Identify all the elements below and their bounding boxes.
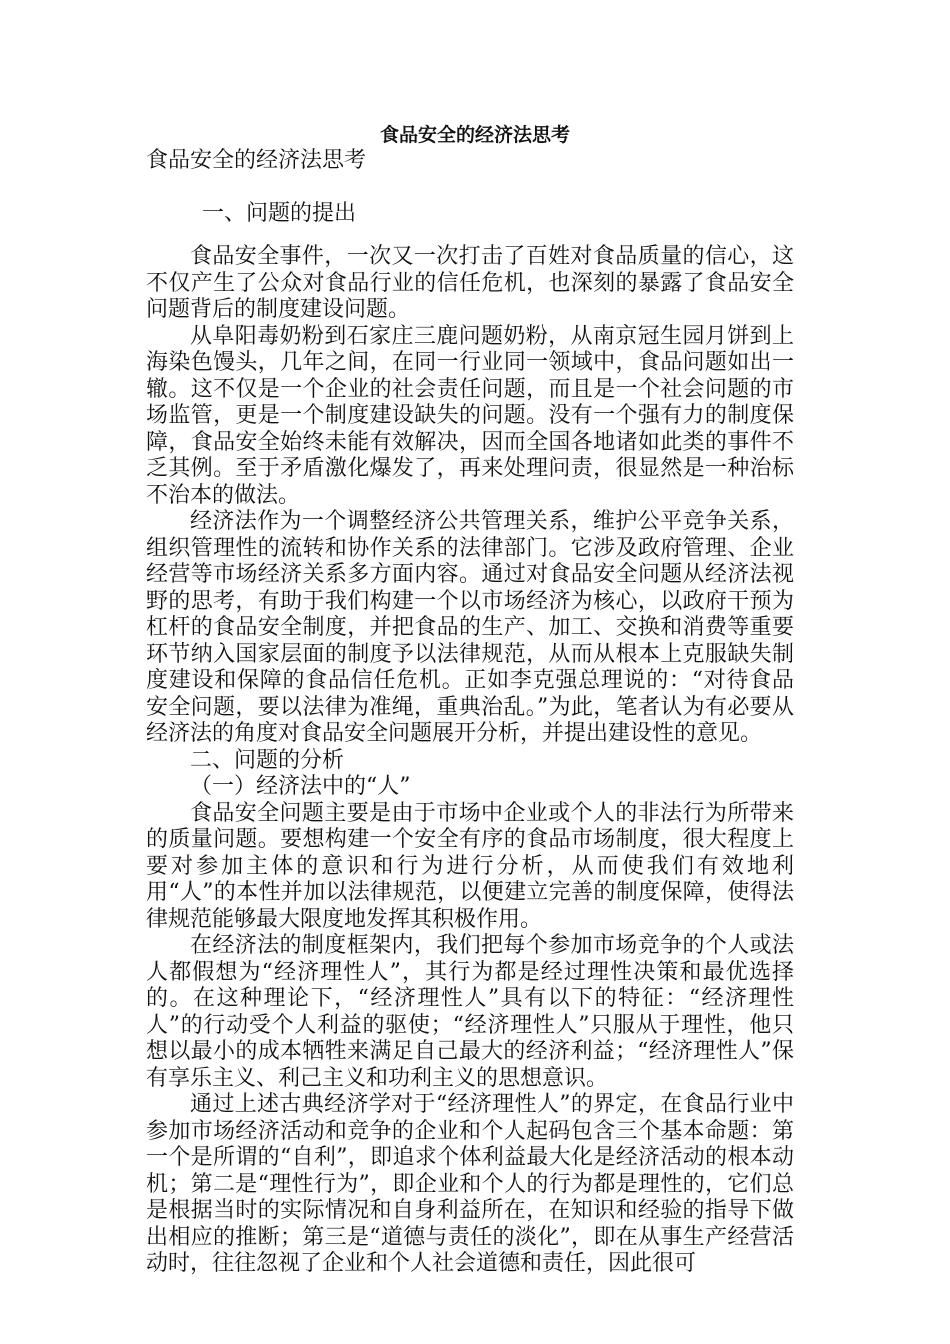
paragraph: 从阜阳毒奶粉到石家庄三鹿问题奶粉，从南京冠生园月饼到上海染色馒头，几年之间，在同一行业同一领域中，食品问题如出一辙。这不仅是一个企业的社会责任问题，而且是一个社会问题的市场监管，更是一个制度建设缺失的问题。没有一个强有力的制度保障，食品安全始终未能有效解决，因而全国各地诸如此类的事件不乏其例。至于矛盾激化爆发了，再来处理问责，很显然是一种治标不治本的做法。 <box>146 323 794 508</box>
paragraph: 经济法作为一个调整经济公共管理关系，维护公平竞争关系，组织管理性的流转和协作关系的法律部门。它涉及政府管理、企业经营等市场经济关系多方面内容。通过对食品安全问题从经济法视野的思考，有助于我们构建一个以市场经济为核心，以政府干预为杠杆的食品安全制度，并把食品的生产、加工、交换和消费等重要环节纳入国家层面的制度予以法律规范，从而从根本上克服缺失制度建设和保障的食品信任危机。正如李克强总理说的：“对待食品安全问题，要以法律为准绳，重典治乱。”为此，笔者认为有必要从经济法的角度对食品安全问题展开分析，并提出建设性的意见。 <box>146 509 794 746</box>
subsection-heading-1: （一）经济法中的“人” <box>190 774 411 799</box>
paragraph: 食品安全问题主要是由于市场中企业或个人的非法行为所带来的质量问题。要想构建一个安全有序的食品市场制度，很大程度上要对参加主体的意识和行为进行分析，从而使我们有效地利用“人”的本性并加以法律规范，以便建立完善的制度保障，使得法律规范能够最大限度地发挥其积极作用。 <box>146 800 794 932</box>
document-subtitle: 食品安全的经济法思考 <box>146 148 367 173</box>
document-body <box>146 244 794 1278</box>
section-heading-2: 二、问题的分析 <box>190 747 345 773</box>
paragraph: 食品安全事件，一次又一次打击了百姓对食品质量的信心，这不仅产生了公众对食品行业的信任危机，也深刻的暴露了食品安全问题背后的制度建设问题。 <box>146 244 794 322</box>
paragraph: 在经济法的制度框架内，我们把每个参加市场竞争的个人或法人都假想为“经济理性人”，其行为都是经过理性决策和最优选择的。在这种理论下，“经济理性人”具有以下的特征：“经济理性人”的行动受个人利益的驱使；“经济理性人”只服从于理性，他只想以最小的成本牺牲来满足自己最大的经济利益；“经济理性人”保有享乐主义、利己主义和功利主义的思想意识。 <box>146 933 794 1091</box>
section-heading-1: 一、问题的提出 <box>202 201 357 226</box>
paragraph: 通过上述古典经济学对于“经济理性人”的界定，在食品行业中参加市场经济活动和竞争的企业和个人起码包含三个基本命题：第一个是所谓的“自利”，即追求个体利益最大化是经济活动的根本动机；第二是“理性行为”，即企业和个人的行为都是理性的，它们总是根据当时的实际情况和自身利益所在，在知识和经验的指导下做出相应的推断；第三是“道德与责任的淡化”，即在从事生产经营活动时，往往忽视了企业和个人社会道德和责任，因此很可 <box>146 1092 794 1276</box>
document-title: 食品安全的经济法思考 <box>379 124 570 146</box>
